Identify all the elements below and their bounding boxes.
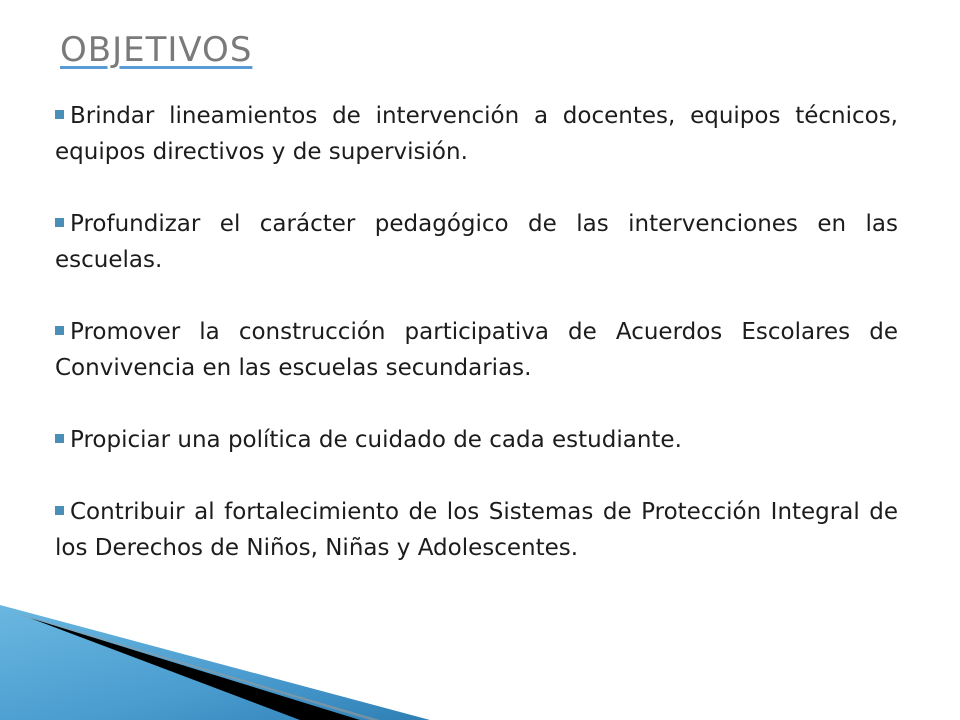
bullet-text-pre: Propiciar una [70, 427, 228, 453]
bullet-text-highlight: política de cuidado [227, 427, 446, 453]
bullet-text-post: de las intervenciones en las escuelas. [55, 211, 898, 273]
list-item [55, 494, 898, 566]
list-item [55, 314, 898, 386]
bullet-text-pre: Brindar [70, 103, 170, 129]
bullet-text-post: de Niños, Niñas y Adolescentes. [203, 535, 579, 561]
corner-blue-wedge [0, 605, 430, 720]
corner-gray-line [10, 612, 380, 720]
bullet-text-highlight: Acuerdos Escolares de Convivencia [55, 319, 898, 381]
list-item [55, 206, 898, 278]
bullet-text-highlight: Sistemas de Protección Integral de los Derechos [55, 499, 898, 561]
bullet-text-post: de cada estudiante. [445, 427, 682, 453]
square-bullet-icon [55, 434, 64, 443]
bullet-text-pre: Profundizar el [70, 211, 260, 237]
bullet-text-pre: Promover la construcción participativa de [70, 319, 616, 345]
bullet-text-post: a docentes, equipos técnicos, equipos directivos y de supervisión. [55, 103, 898, 165]
bullet-text-highlight: lineamientos de intervención [169, 103, 520, 129]
list-item [55, 422, 898, 458]
objectives-list [55, 98, 898, 566]
square-bullet-icon [55, 326, 64, 335]
corner-black-swoosh [30, 618, 360, 720]
square-bullet-icon [55, 218, 64, 227]
square-bullet-icon [55, 506, 64, 515]
bullet-text-pre: Contribuir al fortalecimiento de los [70, 499, 489, 525]
square-bullet-icon [55, 110, 64, 119]
bullet-text-post: en las escuelas secundarias. [195, 355, 532, 381]
slide-title: OBJETIVOS [60, 30, 253, 70]
list-item [55, 98, 898, 170]
bullet-text-highlight: carácter pedagógico [259, 211, 509, 237]
